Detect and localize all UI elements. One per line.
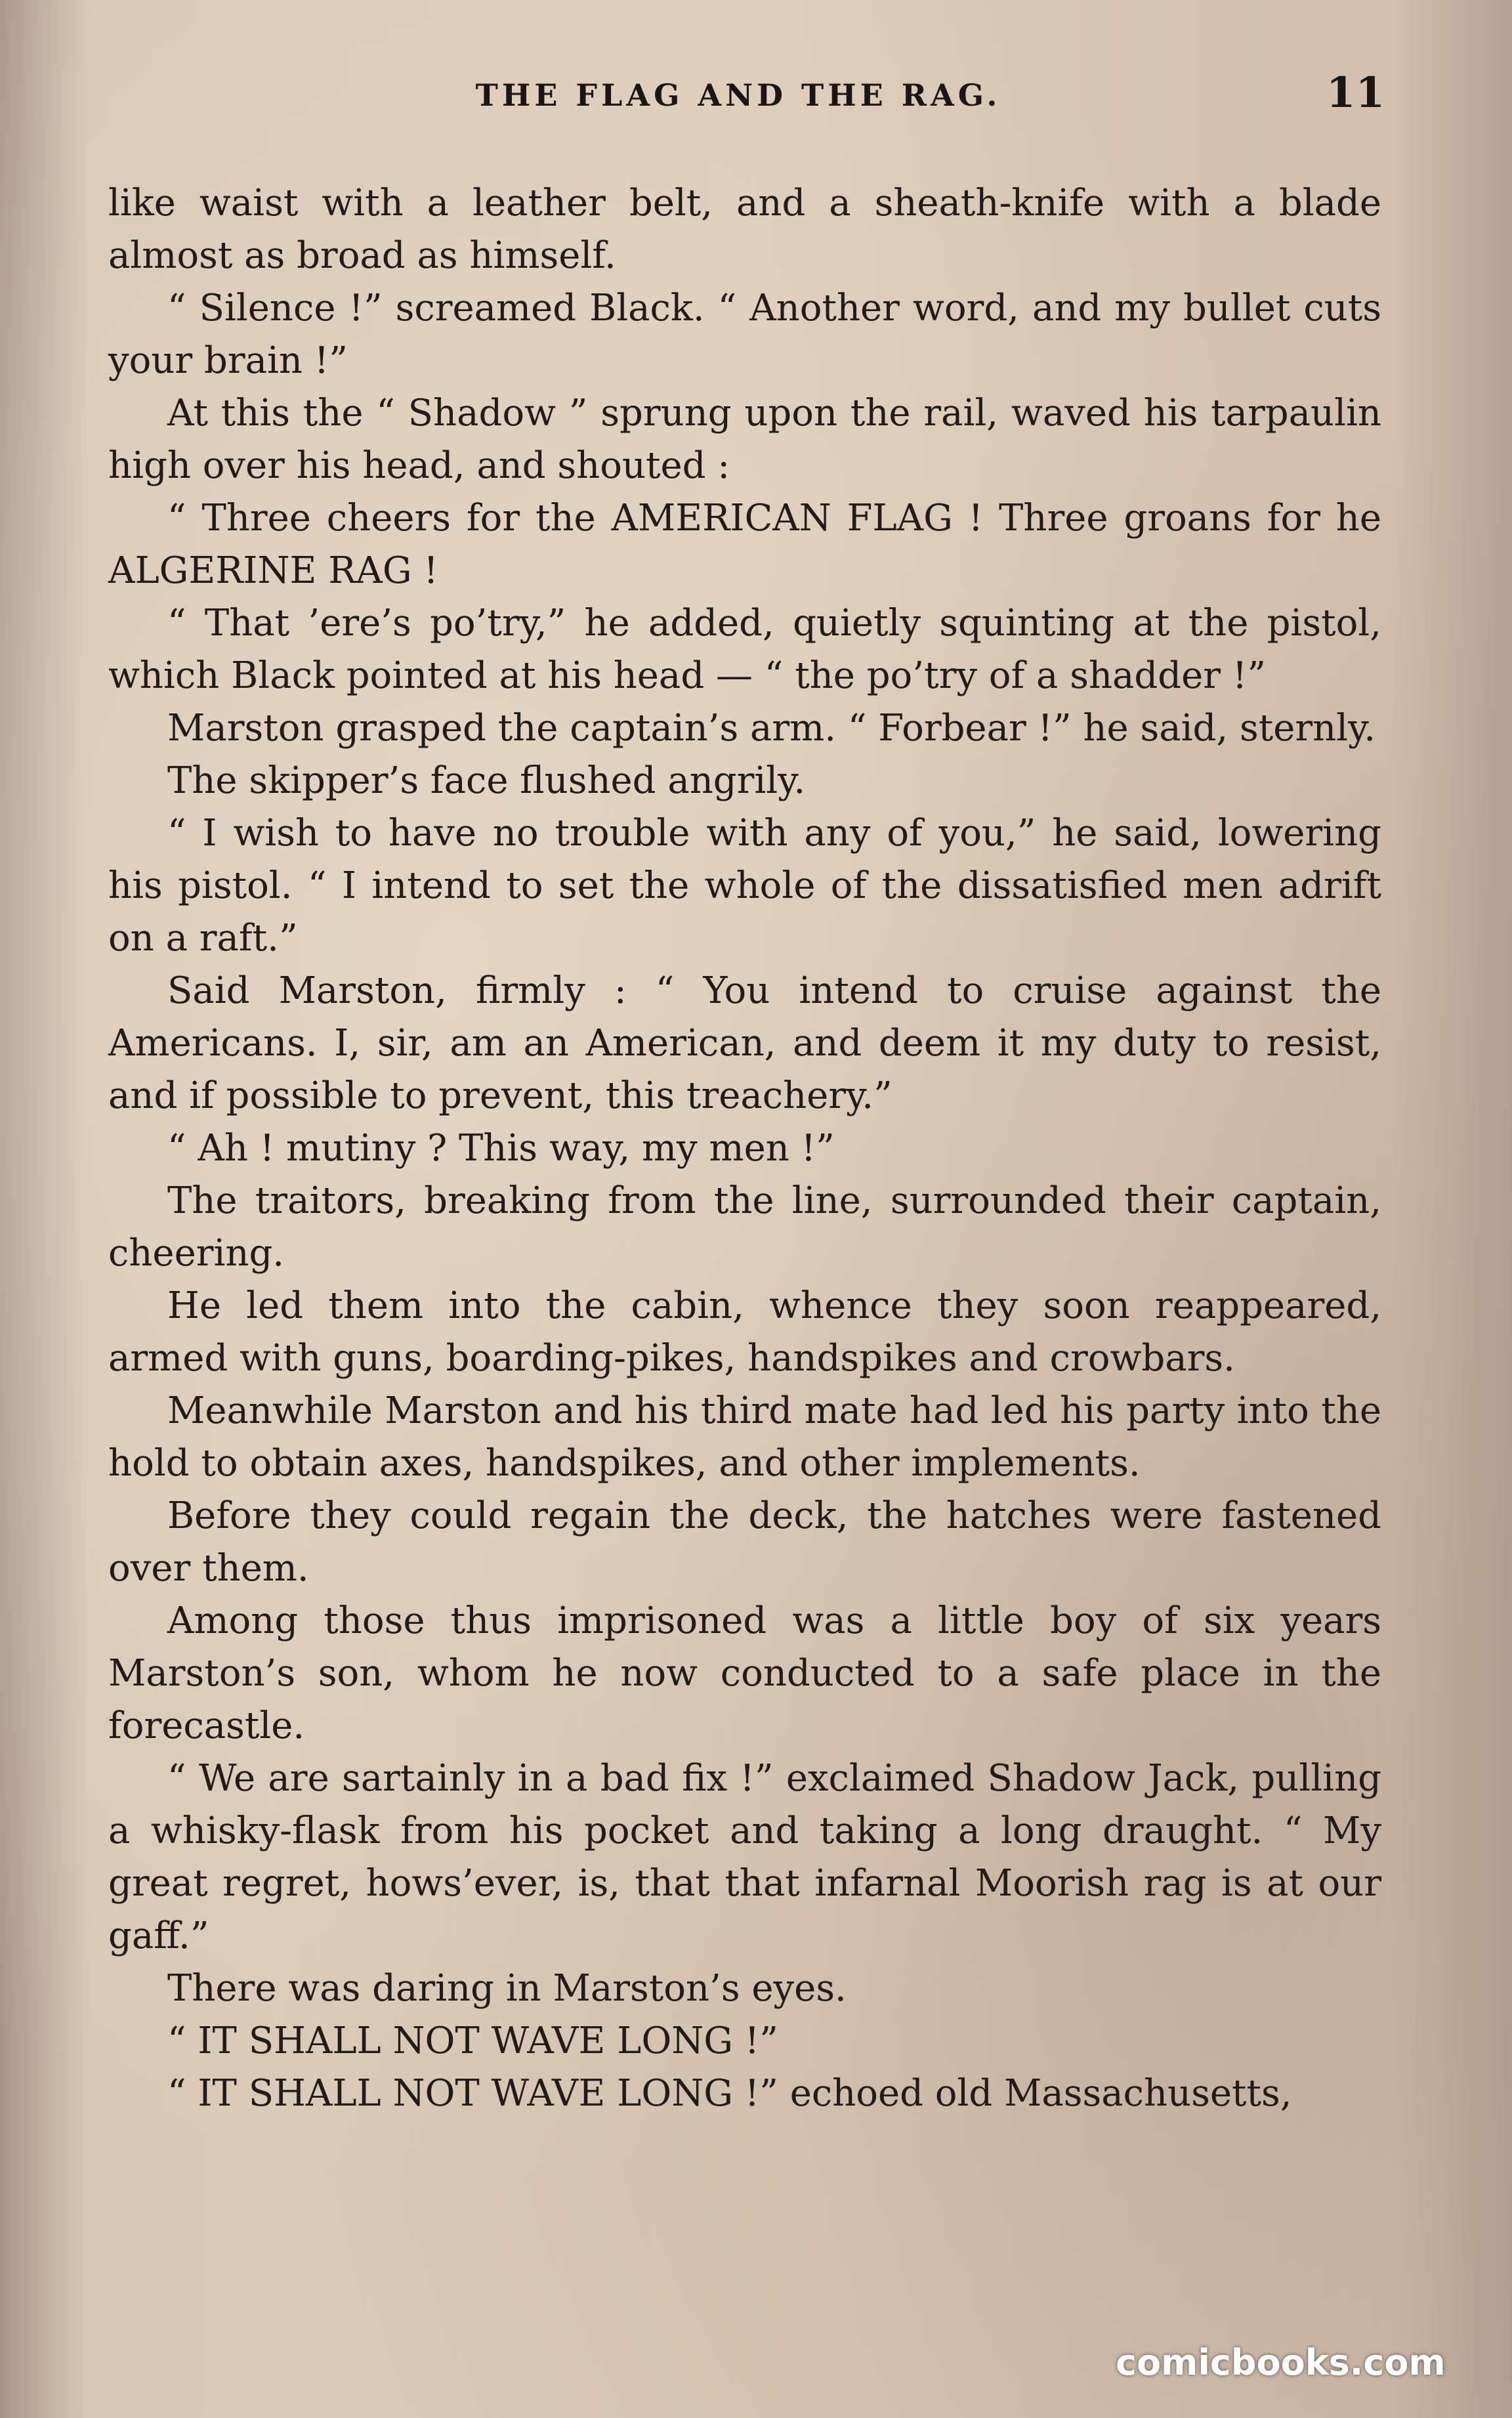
paragraph: “ I wish to have no trouble with any of you,” he said, lowering his pistol. “ I intend to set the whole of the dissatisfied men adrift on a raft.” bbox=[108, 812, 1381, 960]
paragraph: “ IT SHALL NOT WAVE LONG !” echoed old Massachusetts, bbox=[167, 2072, 1292, 2115]
page-header bbox=[0, 68, 1512, 130]
paragraph: Before they could regain the deck, the hatches were fastened over them. bbox=[108, 1495, 1381, 1590]
paragraph: like waist with a leather belt, and a sheath-knife with a blade almost as broad as himself. bbox=[108, 182, 1381, 277]
paragraph: At this the “ Shadow ” sprung upon the rail, waved his tarpaulin high over his head, and shouted : bbox=[108, 392, 1381, 487]
page-number: 11 bbox=[1326, 68, 1385, 117]
paragraph: “ Silence !” screamed Black. “ Another word, and my bullet cuts your brain !” bbox=[108, 287, 1381, 382]
paragraph: “ Ah ! mutiny ? This way, my men !” bbox=[167, 1127, 835, 1170]
paragraph: The traitors, breaking from the line, surrounded their captain, cheering. bbox=[108, 1179, 1381, 1275]
paragraph: “ We are sartainly in a bad fix !” exclaimed Shadow Jack, pulling a whisky-flask from his pocket and taking a long draught. “ My great regret, hows’ever, is, that that infarnal Moorish rag is at our gaff.” bbox=[108, 1757, 1381, 1957]
paragraph: “ Three cheers for the AMERICAN FLAG ! Three groans for he ALGERINE RAG ! bbox=[108, 497, 1381, 592]
paragraph: Said Marston, firmly : “ You intend to cruise against the Americans. I, sir, am an American, and deem it my duty to resist, and if possible to prevent, this treachery.” bbox=[108, 969, 1381, 1117]
paragraph: Marston grasped the captain’s arm. “ Forbear !” he said, sternly. bbox=[167, 707, 1376, 750]
paragraph: He led them into the cabin, whence they soon reappeared, armed with guns, boarding-pikes, handspikes and crowbars. bbox=[108, 1284, 1381, 1380]
paragraph: The skipper’s face flushed angrily. bbox=[167, 759, 806, 802]
paragraph: Among those thus imprisoned was a little boy of six years Marston’s son, whom he now conducted to a safe place in the forecastle. bbox=[108, 1600, 1381, 1747]
running-title: THE FLAG AND THE RAG. bbox=[475, 77, 1001, 113]
paragraph: Meanwhile Marston and his third mate had led his party into the hold to obtain axes, handspikes, and other implements. bbox=[108, 1389, 1381, 1485]
body-text bbox=[108, 177, 1381, 2120]
paragraph: “ IT SHALL NOT WAVE LONG !” bbox=[167, 2020, 778, 2062]
paragraph: There was daring in Marston’s eyes. bbox=[167, 1967, 847, 2010]
watermark-text: comicbooks.com bbox=[1116, 2342, 1446, 2383]
paragraph: “ That ’ere’s po’try,” he added, quietly squinting at the pistol, which Black pointed at his head — “ the po’try of a shadder !” bbox=[108, 602, 1381, 697]
